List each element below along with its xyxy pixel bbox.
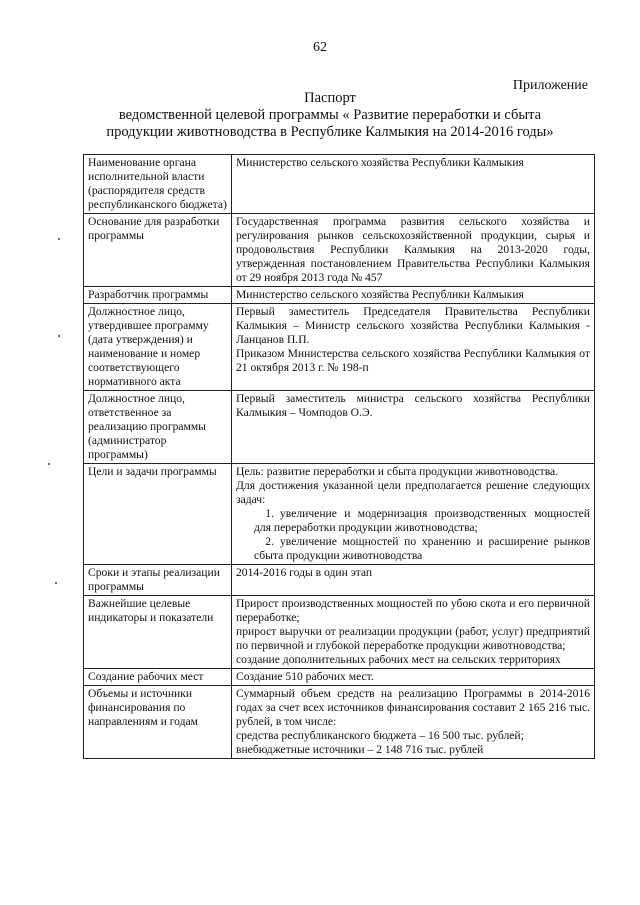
row-value [232, 565, 595, 596]
value-line: создание дополнительных рабочих мест на сельских территориях [236, 653, 561, 666]
row-value [232, 669, 595, 686]
table-row [84, 287, 595, 304]
row-label: Наименование органа исполнительной власти (распорядителя средств республиканского бюджета) [84, 155, 232, 214]
table-row [84, 596, 595, 669]
task-item [236, 535, 590, 563]
row-value [232, 214, 595, 287]
task-text: увеличение мощностей по хранению и расширение рынков сбыта продукции животноводства [254, 535, 590, 562]
value-line: прирост выручки от реализации продукции (работ, услуг) предприятий по первичной и глубокой переработке продукции животноводства; [236, 625, 590, 652]
row-value [232, 287, 595, 304]
passport-table [83, 154, 595, 759]
value-line: Первый заместитель Председателя Правительства Республики Калмыкия – Министр сельского хозяйства Республики Калмыкия - Ланцанов П.П. [236, 305, 590, 346]
row-value [232, 155, 595, 214]
goal-line: Цель: развитие переработки и сбыта продукции животноводства. [236, 465, 559, 478]
value-line: 2014-2016 годы в один этап [236, 566, 373, 579]
margin-dot [58, 238, 60, 240]
task-text: увеличение и модернизация производственных мощностей для переработки продукции животноводства; [254, 507, 590, 534]
table-row [84, 565, 595, 596]
row-label: Сроки и этапы реализации программы [84, 565, 232, 596]
value-line: Прирост производственных мощностей по убою скота и его первичной переработке; [236, 597, 590, 624]
value-line: Министерство сельского хозяйства Республики Калмыкия [236, 288, 524, 301]
table-row [84, 155, 595, 214]
row-label: Важнейшие целевые индикаторы и показатели [84, 596, 232, 669]
title-line-1: Паспорт [304, 90, 356, 106]
task-number: 2. [265, 535, 274, 548]
page-number: 62 [313, 40, 327, 55]
value-line: Приказом Министерства сельского хозяйства Республики Калмыкия от 21 октября 2013 г. № 198-п [236, 347, 590, 374]
margin-dot [48, 463, 50, 465]
title-line-3: продукции животноводства в Республике Калмыкия на 2014-2016 годы» [106, 124, 554, 140]
value-line: внебюджетные источники – 2 148 716 тыс. рублей [236, 743, 484, 756]
table-row [84, 669, 595, 686]
tasks-intro: Для достижения указанной цели предполагается решение следующих задач: [236, 479, 590, 506]
row-value [232, 596, 595, 669]
row-label: Создание рабочих мест [84, 669, 232, 686]
task-number: 1. [265, 507, 274, 520]
row-value [232, 464, 595, 565]
value-line: Государственная программа развития сельского хозяйства и регулирования рынков сельскохозяйственной продукции, сырья и продовольствия Республики Калмыкия на 2013-2020 годы, утвержденная постановлением Правительства Республики Калмыкия от 29 ноября 2013 года № 457 [236, 215, 590, 284]
value-line: Создание 510 рабочих мест. [236, 670, 374, 683]
document-title [60, 90, 600, 141]
margin-dot [58, 335, 60, 337]
table-row [84, 304, 595, 391]
row-value [232, 304, 595, 391]
table-row [84, 686, 595, 759]
row-value [232, 686, 595, 759]
table-row [84, 391, 595, 464]
row-label: Должностное лицо, утвердившее программу (дата утверждения) и наименование и номер соответствующего нормативного акта [84, 304, 232, 391]
table-row [84, 214, 595, 287]
margin-dot [55, 582, 57, 584]
appendix-label: Приложение [512, 78, 588, 93]
value-line: средства республиканского бюджета – 16 500 тыс. рублей; [236, 729, 524, 742]
title-line-2: ведомственной целевой программы « Развитие переработки и сбыта [118, 107, 542, 123]
value-line: Первый заместитель министра сельского хозяйства Республики Калмыкия – Чомподов О.Э. [236, 392, 590, 419]
row-label: Основание для разработки программы [84, 214, 232, 287]
row-value [232, 391, 595, 464]
row-label: Разработчик программы [84, 287, 232, 304]
table-row [84, 464, 595, 565]
value-line: Министерство сельского хозяйства Республики Калмыкия [236, 156, 524, 169]
row-label: Объемы и источники финансирования по направлениям и годам [84, 686, 232, 759]
value-line: Суммарный объем средств на реализацию Программы в 2014-2016 годах за счет всех источников финансирования составит 2 165 216 тыс. рублей, в том числе: [236, 687, 590, 728]
task-item [236, 507, 590, 535]
row-label: Должностное лицо, ответственное за реализацию программы (администратор программы) [84, 391, 232, 464]
row-label: Цели и задачи программы [84, 464, 232, 565]
